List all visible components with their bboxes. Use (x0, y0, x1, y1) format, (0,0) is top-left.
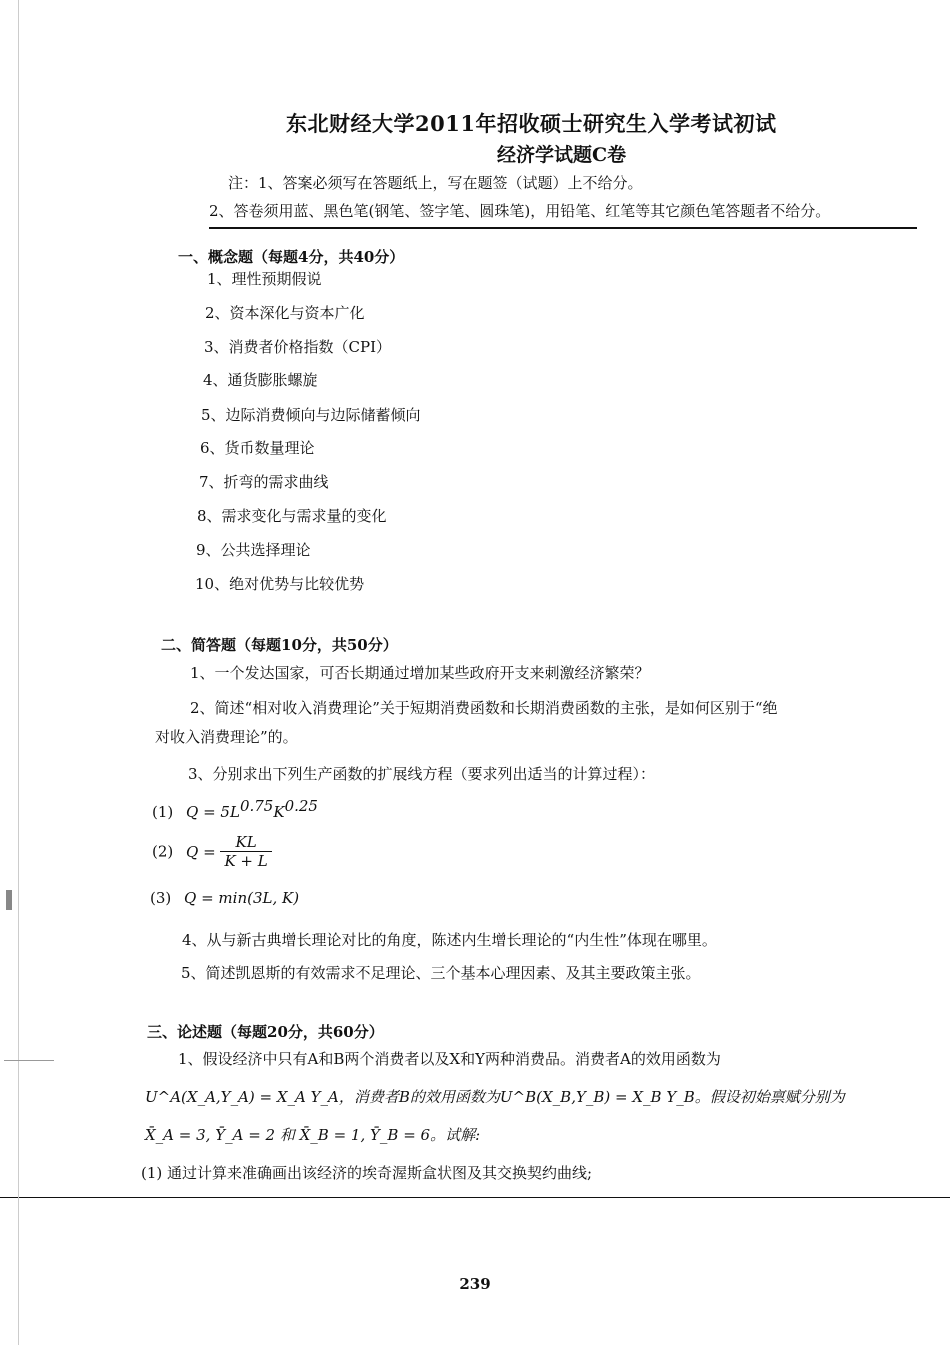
header-rule (209, 227, 917, 229)
scan-edge (18, 0, 19, 1345)
section1-item: 6、货币数量理论 (200, 439, 315, 457)
section2-question-3: 3、分别求出下列生产函数的扩展线方程（要求列出适当的计算过程）： (188, 765, 656, 783)
formula-1-label: (1) (152, 803, 174, 821)
note-1: 注：1、答案必须写在答题纸上，写在题签（试题）上不给分。 (228, 174, 643, 192)
formula-3-label: (3) (150, 889, 172, 907)
utility-b: U^B(X_B,Y_B) = X_B Y_B。假设初始禀赋分别为 (499, 1088, 845, 1106)
section3-question-1-line3: X̄_A = 3, Ȳ_A = 2 和 X̄_B = 1, Ȳ_B = 6。试解: (145, 1126, 481, 1144)
section1-item: 1、理性预期假说 (207, 270, 322, 288)
note-2: 2、答卷须用蓝、黑色笔(钢笔、签字笔、圆珠笔)，用铅笔、红笔等其它颜色笔答题者不给分。 (209, 202, 831, 220)
formula-1-k: K (273, 803, 285, 821)
formula-2-fraction (220, 833, 271, 870)
formula-2-denominator: K + L (224, 852, 268, 870)
section1-item: 3、消费者价格指数（CPI） (204, 338, 392, 356)
section3-question-1: 1、假设经济中只有A和B两个消费者以及X和Y两种消费品。消费者A的效用函数为 (178, 1050, 721, 1068)
section2-question-1: 1、一个发达国家，可否长期通过增加某些政府开支来刺激经济繁荣？ (190, 664, 650, 682)
section1-item: 7、折弯的需求曲线 (199, 473, 329, 491)
utility-a: U^A(X_A,Y_A) = X_A Y_A，消费者B的效用函数为 (145, 1088, 500, 1106)
section3-question-1-line2 (145, 1086, 845, 1107)
exam-title: 东北财经大学2011年招收硕士研究生入学考试初试 (286, 111, 777, 136)
formula-1-lhs: Q = 5L (186, 803, 240, 821)
section2-heading: 二、简答题（每题10分，共50分） (161, 636, 398, 654)
section1-item: 10、绝对优势与比较优势 (195, 575, 365, 593)
section2-question-5: 5、简述凯恩斯的有效需求不足理论、三个基本心理因素、及其主要政策主张。 (181, 964, 701, 982)
section1-item: 4、通货膨胀螺旋 (203, 371, 318, 389)
section1-item: 5、边际消费倾向与边际储蓄倾向 (201, 406, 421, 424)
section1-item: 8、需求变化与需求量的变化 (197, 507, 387, 525)
section3-heading: 三、论述题（每题20分，共60分） (147, 1023, 384, 1041)
section2-question-2: 2、简述“相对收入消费理论”关于短期消费函数和长期消费函数的主张，是如何区别于“绝 (190, 699, 778, 717)
section1-item: 2、资本深化与资本广化 (205, 304, 365, 322)
formula-3 (150, 889, 299, 907)
formula-2-numerator: KL (220, 833, 271, 852)
section2-question-2-cont: 对收入消费理论”的。 (155, 728, 298, 746)
formula-1 (152, 797, 318, 821)
section1-heading: 一、概念题（每题4分，共40分） (178, 248, 405, 266)
formula-1-exp2: 0.25 (284, 797, 318, 815)
scan-mark (6, 890, 12, 910)
formula-2-lhs: Q = (186, 842, 216, 861)
scan-mark (4, 1060, 54, 1061)
formula-1-exp1: 0.75 (239, 797, 274, 815)
formula-2-label: (2) (152, 842, 174, 861)
section1-item: 9、公共选择理论 (196, 541, 311, 559)
section3-question-1-part1: (1) 通过计算来准确画出该经济的埃奇渥斯盒状图及其交换契约曲线; (141, 1164, 593, 1182)
footer-rule (0, 1197, 950, 1198)
section2-question-4: 4、从与新古典增长理论对比的角度，陈述内生增长理论的“内生性”体现在哪里。 (182, 931, 717, 949)
formula-2 (152, 833, 272, 870)
formula-3-expr: Q = min(3L, K) (184, 889, 300, 907)
exam-subtitle: 经济学试题C卷 (497, 144, 627, 166)
page-number: 239 (459, 1275, 491, 1293)
